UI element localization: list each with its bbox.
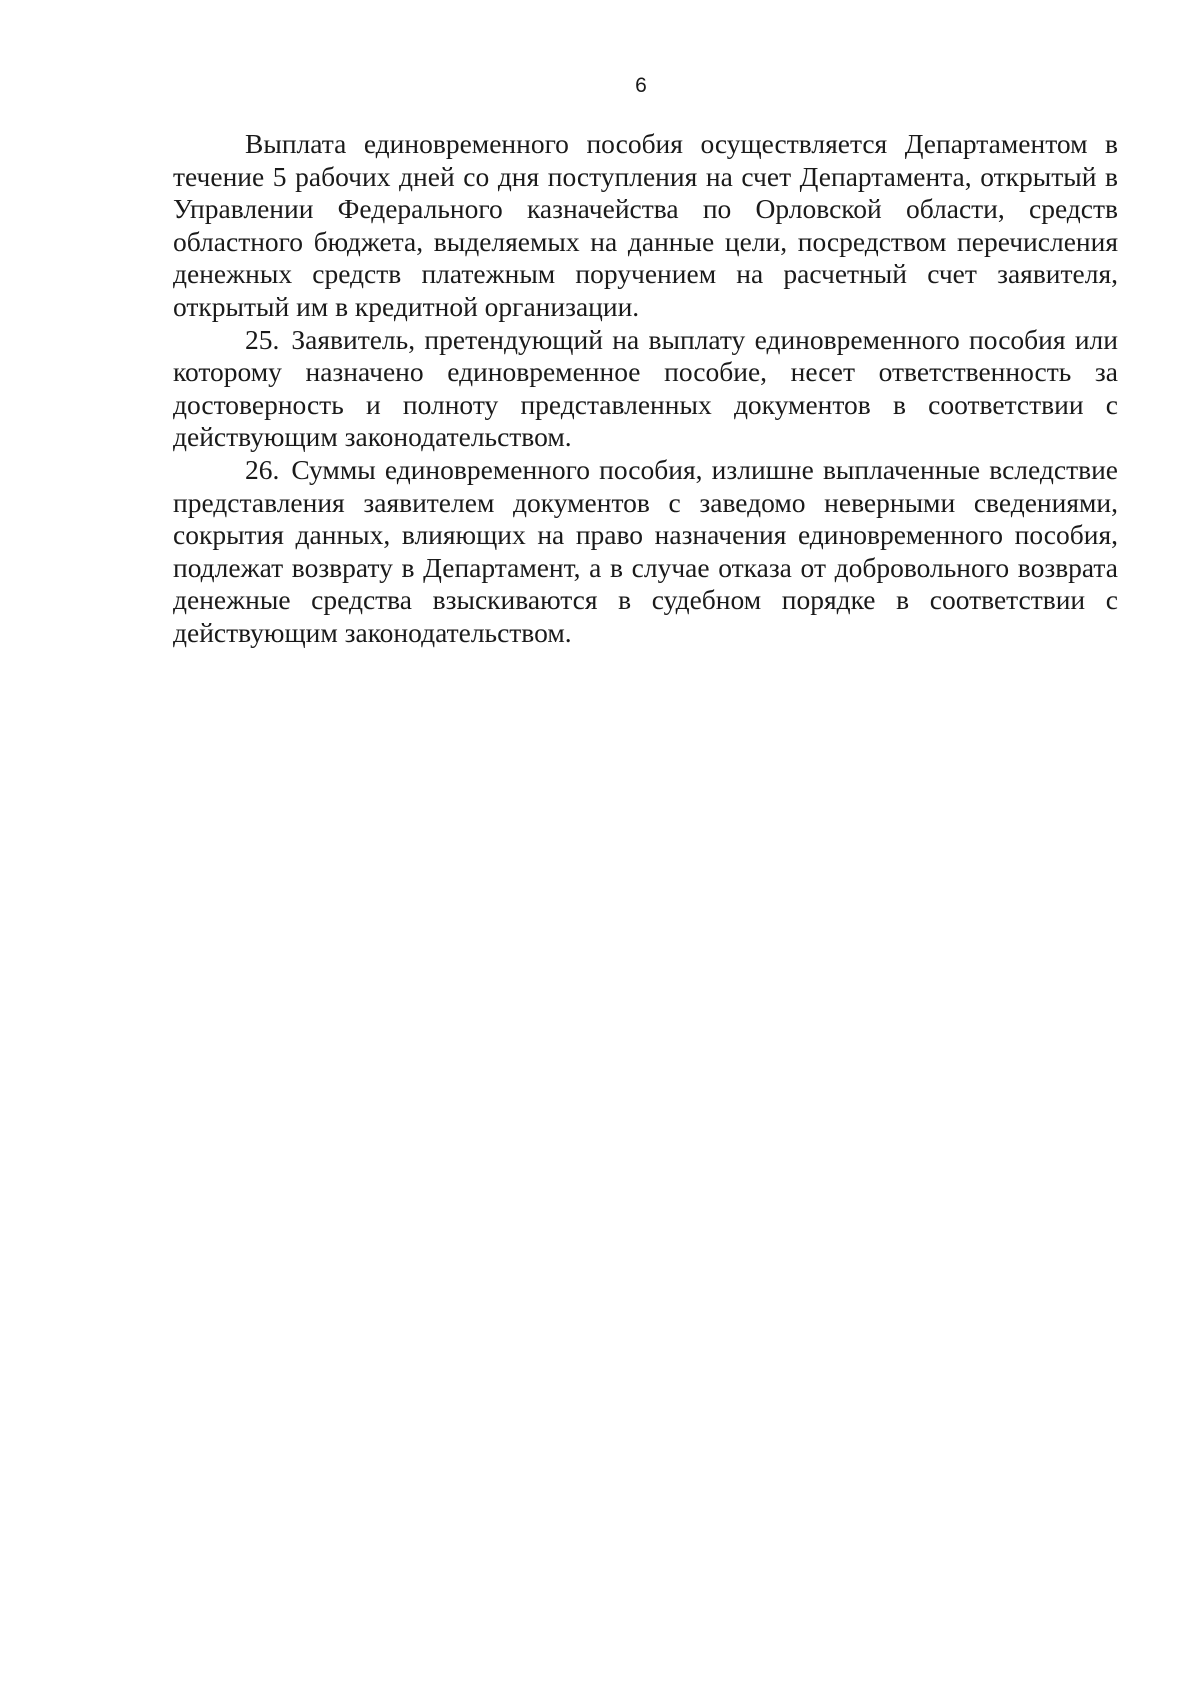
paragraph-text: Заявитель, претендующий на выплату единовременного пособия или которому назначено единовременное пособие, несет ответственность за достоверность и полноту представленных документов в соответствии с действующим законодательством. (173, 323, 1118, 453)
paragraph-payment-terms (173, 128, 1118, 324)
paragraph-text: Суммы единовременного пособия, излишне выплаченные вследствие представления заявителем документов с заведомо неверными сведениями, сокрытия данных, влияющих на право назначения единовременного пособия, подлежат возврату в Департамент, а в случае отказа от добровольного возврата денежные средства взыскиваются в судебном порядке в соответствии с действующим законодательством. (173, 453, 1118, 648)
paragraph-26 (173, 454, 1118, 650)
paragraph-number: 25. (245, 323, 280, 355)
page-number: 6 (635, 74, 647, 97)
paragraph-text: Выплата единовременного пособия осуществляется Департаментом в течение 5 рабочих дней со дня поступления на счет Департамента, открытый в Управлении Федерального казначейства по Орловской области, средств областного бюджета, выделяемых на данные цели, посредством перечисления денежных средств платежным поручением на расчетный счет заявителя, открытый им в кредитной организации. (173, 128, 1118, 322)
document-body (173, 128, 1118, 650)
paragraph-number: 26. (245, 453, 280, 485)
paragraph-25 (173, 324, 1118, 454)
